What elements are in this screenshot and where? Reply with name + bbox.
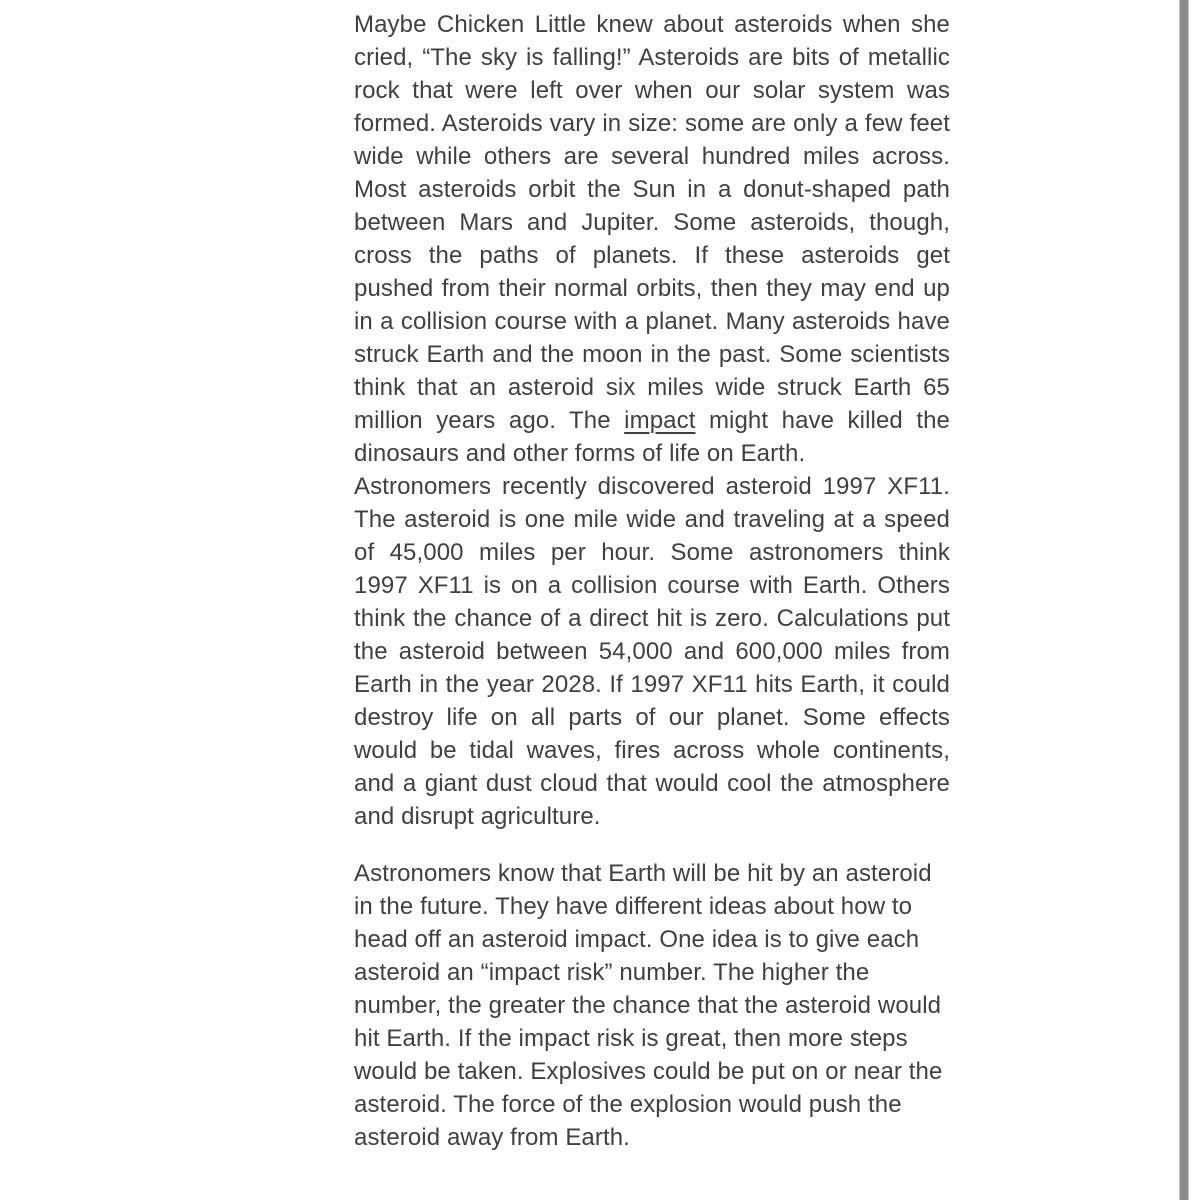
underlined-term-impact[interactable]: impact: [624, 407, 696, 434]
scrollbar[interactable]: [1179, 0, 1189, 1200]
paragraph-3: Astronomers know that Earth will be hit by an asteroid in the future. They have different ideas about how to head off an asteroid impact. One idea is to give each asteroid an “impact risk” number. The higher the number, the greater the chance that the asteroid would hit Earth. If the impact risk is great, then more steps would be taken. Explosives could be put on or near the asteroid. The force of the explosion would push the asteroid away from Earth.: [354, 860, 943, 1151]
paragraph-1-text-before: Maybe Chicken Little knew about asteroids when she cried, “The sky is falling!” Asteroids are bits of metallic rock that were left over when our solar system was formed. Asteroids vary in size: some are only a few feet wide while others are several hundred miles across. Most asteroids orbit the Sun in a donut-shaped path between Mars and Jupiter. Some asteroids, though, cross the paths of planets. If these asteroids get pushed from their normal orbits, then they may end up in a collision course with a planet. Many asteroids have struck Earth and the moon in the past. Some scientists think that an asteroid six miles wide struck Earth 65 million years ago. The: [354, 11, 950, 434]
paragraph-2: Astronomers recently discovered asteroid 1997 XF11. The asteroid is one mile wide and traveling at a speed of 45,000 miles per hour. Some astronomers think 1997 XF11 is on a collision course with Earth. Others think the chance of a direct hit is zero. Calculations put the asteroid between 54,000 and 600,000 miles from Earth in the year 2028. If 1997 XF11 hits Earth, it could destroy life on all parts of our planet. Some effects would be tidal waves, fires across whole continents, and a giant dust cloud that would cool the atmosphere and disrupt agriculture.: [354, 473, 950, 830]
paragraph-1-text-after: might have killed the dinosaurs and other forms of life on Earth.: [354, 407, 950, 467]
paragraph-1: [354, 8, 950, 470]
reading-passage: [354, 8, 950, 1154]
